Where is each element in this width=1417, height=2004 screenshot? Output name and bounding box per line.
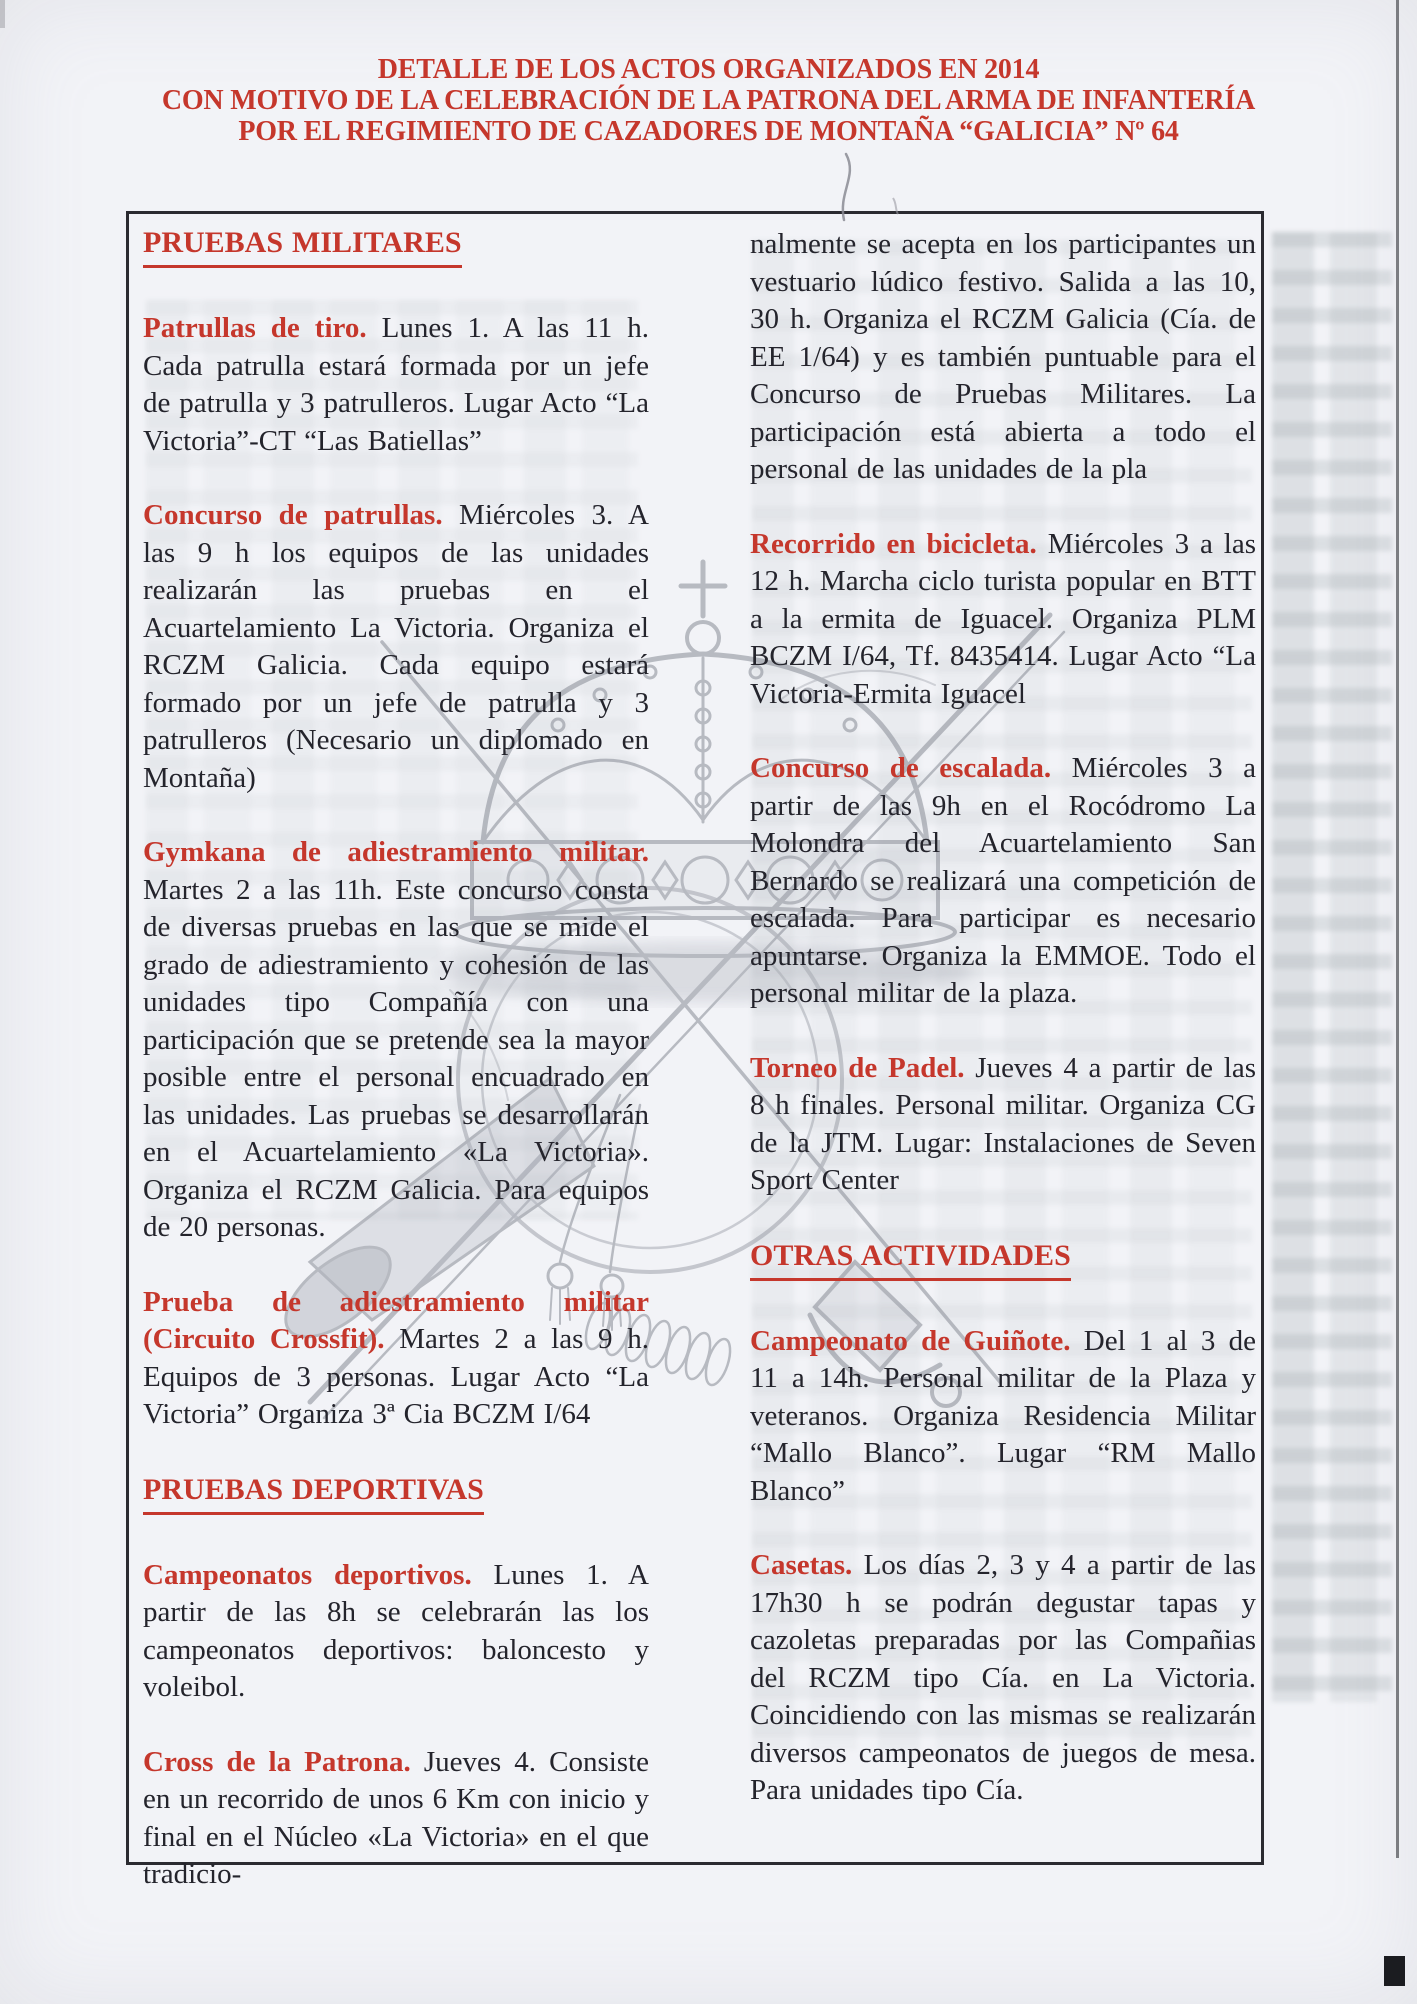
event-text: Miércoles 3. A las 9 h los equipos de las unidades realizarán las pruebas en el Acuartelamiento La Victoria. Organiza el RCZM Galicia. Cada equipo estará formado por un jefe de patrulla y 3 patrulleros (Necesario un diplomado en Montaña) <box>143 499 649 794</box>
title-line-1: DETALLE DE LOS ACTOS ORGANIZADOS EN 2014 <box>377 54 1040 85</box>
event-text: Miércoles 3 a las 12 h. Marcha ciclo turista popular en BTT a la ermita de Iguacel. Organiza PLM BCZM I/64, Tf. 8435414. Lugar Acto “La Victoria-Ermita Iguacel <box>750 527 1257 710</box>
section-heading-pruebas-militares: PRUEBAS MILITARES <box>143 224 462 268</box>
scan-edge-line <box>1396 0 1399 1858</box>
left-column <box>143 224 649 1931</box>
bleedthrough-ghost-text <box>1272 232 1392 1702</box>
right-column <box>750 226 1256 1847</box>
event-text: Lunes 1. A partir de las 8h se celebrarán las los campeonatos deportivos: baloncesto y voleibol. <box>143 1558 649 1703</box>
title-line-3: POR EL REGIMIENTO DE CAZADORES DE MONTAÑA “GALICIA” Nº 64 <box>238 116 1179 147</box>
event-title: Prueba de adiestramiento militar (Circuito Crossfit). <box>143 1285 649 1355</box>
heading-row <box>143 1471 649 1515</box>
document-title <box>0 54 1417 147</box>
event-text: Martes 2 a las 9 h. Equipos de 3 personas. Lugar Acto “La Victoria” Organiza 3ª Cia BCZM I/64 <box>143 1323 649 1430</box>
event-text: Jueves 4. Consiste en un recorrido de unos 6 Km con inicio y final en el Núcleo «La Victoria» en el que tradicio- <box>143 1745 649 1890</box>
event-title: Concurso de escalada. <box>750 752 1052 784</box>
event-title: Patrullas de tiro. <box>143 312 367 344</box>
event-text: Miércoles 3 a partir de las 9h en el Rocódromo La Molondra del Acuartelamiento San Bernardo se realizará una competición de escalada. Para participar es necesario apuntarse. Organiza la EMMOE. Todo el personal militar de la plaza. <box>750 752 1256 1009</box>
paragraph-cross-de-la-patrona <box>143 1744 649 1894</box>
paragraph-recorrido-bicicleta <box>750 526 1256 714</box>
event-text: Lunes 1. A las 11 h. Cada patrulla estará formada por un jefe de patrulla y 3 patrulleros. Lugar Acto “La Victoria”-CT “Las Batiellas” <box>143 312 649 457</box>
section-heading-otras-actividades: OTRAS ACTIVIDADES <box>750 1237 1071 1281</box>
scan-smudge <box>0 0 5 28</box>
scan-corner-mark <box>1384 1956 1405 1986</box>
event-title: Gymkana de adiestramiento militar. <box>143 836 649 868</box>
event-title: Recorrido en bicicleta. <box>750 527 1037 560</box>
event-text: Los días 2, 3 y 4 a partir de las 17h30 h se podrán degustar tapas y cazoletas preparadas por las Compañias del RCZM tipo Cía. en La Victoria. Coincidiendo con las mismas se realizarán diversos campeonatos de juegos de mesa. Para unidades tipo Cía. <box>750 1549 1256 1806</box>
section-heading-pruebas-deportivas: PRUEBAS DEPORTIVAS <box>143 1471 484 1515</box>
heading-row <box>143 224 649 268</box>
event-title: Campeonatos deportivos. <box>143 1558 472 1591</box>
event-text: Martes 2 a las 11h. Este concurso consta de diversas pruebas en las que se mide el grado de adiestramiento y cohesión de las unidades tipo Compañía con una participación que se pretende sea la mayor posible entre el personal encuadrado en las unidades. Las pruebas se desarrollarán en el Acuartelamiento «La Victoria». Organiza el RCZM Galicia. Para equipos de 20 personas. <box>143 873 649 1243</box>
event-title: Cross de la Patrona. <box>143 1745 411 1778</box>
paragraph-concurso-de-patrullas <box>143 497 649 797</box>
paragraph-casetas <box>750 1547 1256 1810</box>
paragraph-torneo-padel <box>750 1050 1256 1200</box>
event-title: Torneo de Padel. <box>750 1051 965 1084</box>
event-title: Casetas. <box>750 1549 853 1581</box>
heading-row <box>750 1237 1256 1281</box>
content-box <box>126 211 1264 1890</box>
event-title: Campeonato de Guiñote. <box>750 1324 1071 1357</box>
event-text: Jueves 4 a partir de las 8 h finales. Personal militar. Organiza CG de la JTM. Lugar: Instalaciones de Seven Sport Center <box>750 1051 1257 1196</box>
paragraph-campeonato-guinote <box>750 1323 1256 1511</box>
paragraph-patrullas-de-tiro <box>143 310 649 460</box>
title-line-2: CON MOTIVO DE LA CELEBRACIÓN DE LA PATRONA DEL ARMA DE INFANTERÍA <box>161 85 1256 116</box>
event-text: nalmente se acepta en los participantes un vestuario lúdico festivo. Salida a las 10, 30 h. Organiza el RCZM Galicia (Cía. de EE 1/64) y es también puntuable para el Concurso de Pruebas Militares. La participación está abierta a todo el personal de las unidades de la pla <box>750 228 1256 485</box>
paragraph-gymkana-adiestramiento <box>143 834 649 1247</box>
event-text: Del 1 al 3 de 11 a 14h. Personal militar de la Plaza y veteranos. Organiza Residencia Militar “Mallo Blanco”. Lugar “RM Mallo Blanco” <box>750 1324 1256 1507</box>
paragraph-concurso-escalada <box>750 750 1256 1013</box>
paragraph-prueba-crossfit <box>143 1284 649 1434</box>
paragraph-campeonatos-deportivos <box>143 1557 649 1707</box>
paragraph-continuation-cross <box>750 226 1256 489</box>
event-title: Concurso de patrullas. <box>143 499 443 531</box>
pen-mark-icon <box>800 140 930 250</box>
